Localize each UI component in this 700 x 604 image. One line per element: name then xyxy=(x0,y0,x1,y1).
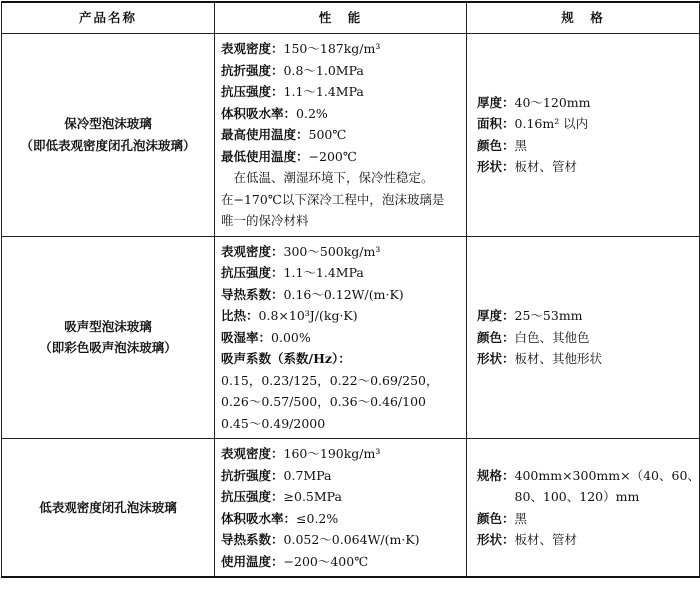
specification-value: 白色、其他色 xyxy=(514,329,590,345)
specification-value: 板材、其他形状 xyxy=(514,351,603,366)
performance-line xyxy=(221,103,460,125)
performance-value: 300～500kg/m³ xyxy=(283,243,381,259)
performance-cell xyxy=(215,34,467,237)
specification-line xyxy=(477,486,695,508)
specification-line xyxy=(477,508,695,530)
product-table xyxy=(1,1,700,578)
specification-label: 规格： xyxy=(477,467,515,483)
performance-cell xyxy=(215,439,467,578)
performance-value: 0.052～0.064W/(m·K) xyxy=(283,532,420,547)
performance-line xyxy=(221,551,460,573)
product-name-cell xyxy=(2,236,215,439)
performance-label: 抗压强度： xyxy=(221,265,284,280)
product-name-cell xyxy=(2,439,215,578)
header-specification: 规 格 xyxy=(467,2,700,34)
specification-line xyxy=(477,529,695,551)
specification-label: 形状： xyxy=(477,532,515,547)
performance-line xyxy=(221,241,460,263)
performance-value: 0.8～1.0MPa xyxy=(283,62,364,78)
product-name-line: 低表观密度闭孔泡沫玻璃 xyxy=(39,499,177,515)
performance-line xyxy=(221,146,460,168)
specification-value: 40～120mm xyxy=(514,94,591,110)
performance-value: −200℃ xyxy=(308,148,357,164)
performance-line xyxy=(221,262,460,284)
performance-label: 体积吸水率： xyxy=(221,105,297,121)
performance-line xyxy=(221,38,460,60)
specification-value: 黑 xyxy=(514,510,528,526)
performance-value: 0.8×10³J/(kg·K) xyxy=(258,308,358,323)
performance-line xyxy=(221,210,460,232)
specification-label: 形状： xyxy=(477,351,515,366)
product-name-cell xyxy=(2,34,215,237)
performance-value: 在−170℃以下深冷工程中，泡沫玻璃是 xyxy=(221,191,445,207)
performance-line xyxy=(221,348,460,370)
performance-line xyxy=(221,391,460,413)
product-name-line: （即低表观密度闭孔泡沫玻璃） xyxy=(20,137,196,153)
performance-label: 抗折强度： xyxy=(221,467,284,483)
performance-value: 0.2% xyxy=(296,105,328,121)
performance-value: ≥0.5MPa xyxy=(283,489,342,504)
specification-label: 颜色： xyxy=(477,329,515,345)
performance-line xyxy=(221,413,460,435)
performance-line xyxy=(221,465,460,487)
performance-line xyxy=(221,529,460,551)
header-product-name: 产品名称 xyxy=(2,2,215,34)
table-row xyxy=(2,34,700,237)
performance-value: ≤0.2% xyxy=(296,510,339,526)
specification-label: 厚度： xyxy=(477,94,515,110)
performance-label: 最高使用温度： xyxy=(221,127,309,142)
specification-cell xyxy=(467,236,700,439)
specification-line xyxy=(477,465,700,487)
performance-value: 150～187kg/m³ xyxy=(283,41,381,56)
specification-value: 80、100、120）mm xyxy=(477,489,640,504)
performance-value: −200～400℃ xyxy=(283,553,369,569)
specification-label: 厚度： xyxy=(477,308,515,323)
performance-value: 500℃ xyxy=(308,127,347,142)
performance-line xyxy=(221,284,460,306)
performance-line xyxy=(221,124,460,146)
specification-label: 面积： xyxy=(477,116,515,132)
performance-line xyxy=(221,327,460,349)
performance-value: 0.45～0.49/2000 xyxy=(221,415,326,431)
performance-line xyxy=(221,443,460,465)
specification-line xyxy=(477,327,695,349)
specification-cell xyxy=(467,34,700,237)
specification-value: 0.16m² 以内 xyxy=(514,116,589,132)
specification-label: 形状： xyxy=(477,159,515,175)
specification-line xyxy=(477,156,695,178)
specification-value: 板材、管材 xyxy=(514,532,578,547)
specification-line xyxy=(477,305,695,327)
performance-line xyxy=(221,305,460,327)
performance-line xyxy=(221,189,460,211)
specification-value: 黑 xyxy=(514,137,528,153)
performance-line xyxy=(221,81,460,103)
specification-line xyxy=(477,92,695,114)
performance-label: 体积吸水率： xyxy=(221,510,297,526)
performance-label: 最低使用温度： xyxy=(221,148,309,164)
specification-cell xyxy=(467,439,700,578)
product-name-line: 吸声型泡沫玻璃 xyxy=(64,318,152,334)
specification-value: 板材、管材 xyxy=(514,159,578,175)
performance-cell xyxy=(215,236,467,439)
performance-value: 唯一的保冷材料 xyxy=(221,213,309,228)
performance-label: 吸湿率： xyxy=(221,329,272,345)
performance-label: 比热： xyxy=(221,308,259,323)
performance-line xyxy=(221,508,460,530)
product-name-line: 保冷型泡沫玻璃 xyxy=(64,116,152,132)
table-row xyxy=(2,439,700,578)
performance-label: 导热系数： xyxy=(221,532,284,547)
performance-label: 导热系数： xyxy=(221,286,284,302)
specification-value: 400mm×300mm×（40、60、 xyxy=(514,467,700,483)
performance-value: 1.1～1.4MPa xyxy=(283,84,364,99)
performance-value: 160～190kg/m³ xyxy=(283,446,381,461)
specification-line xyxy=(477,135,695,157)
performance-line xyxy=(221,60,460,82)
performance-value: 1.1～1.4MPa xyxy=(283,265,364,280)
specification-label: 颜色： xyxy=(477,137,515,153)
header-row xyxy=(2,2,700,34)
performance-label: 吸声系数（系数/Hz）： xyxy=(221,351,351,366)
performance-label: 抗压强度： xyxy=(221,84,284,99)
performance-value: 0.26～0.57/500，0.36～0.46/100 xyxy=(221,394,426,409)
performance-value: 在低温、潮湿环境下，保冷性稳定。 xyxy=(221,170,434,185)
table-row xyxy=(2,236,700,439)
specification-line xyxy=(477,348,695,370)
specification-value: 25～53mm xyxy=(514,308,583,323)
performance-value: 0.16～0.12W/(m·K) xyxy=(283,286,404,302)
performance-value: 0.15，0.23/125，0.22～0.69/250， xyxy=(221,372,439,388)
performance-label: 抗折强度： xyxy=(221,62,284,78)
performance-label: 使用温度： xyxy=(221,553,284,569)
specification-line xyxy=(477,113,695,135)
performance-label: 表观密度： xyxy=(221,41,284,56)
performance-label: 抗压强度： xyxy=(221,489,284,504)
performance-label: 表观密度： xyxy=(221,446,284,461)
specification-label: 颜色： xyxy=(477,510,515,526)
header-performance: 性 能 xyxy=(215,2,467,34)
product-name-line: （即彩色吸声泡沫玻璃） xyxy=(39,340,177,356)
performance-line xyxy=(221,370,460,392)
performance-line xyxy=(221,167,460,189)
performance-value: 0.00% xyxy=(271,329,311,345)
performance-value: 0.7MPa xyxy=(283,467,332,483)
performance-label: 表观密度： xyxy=(221,243,284,259)
performance-line xyxy=(221,486,460,508)
